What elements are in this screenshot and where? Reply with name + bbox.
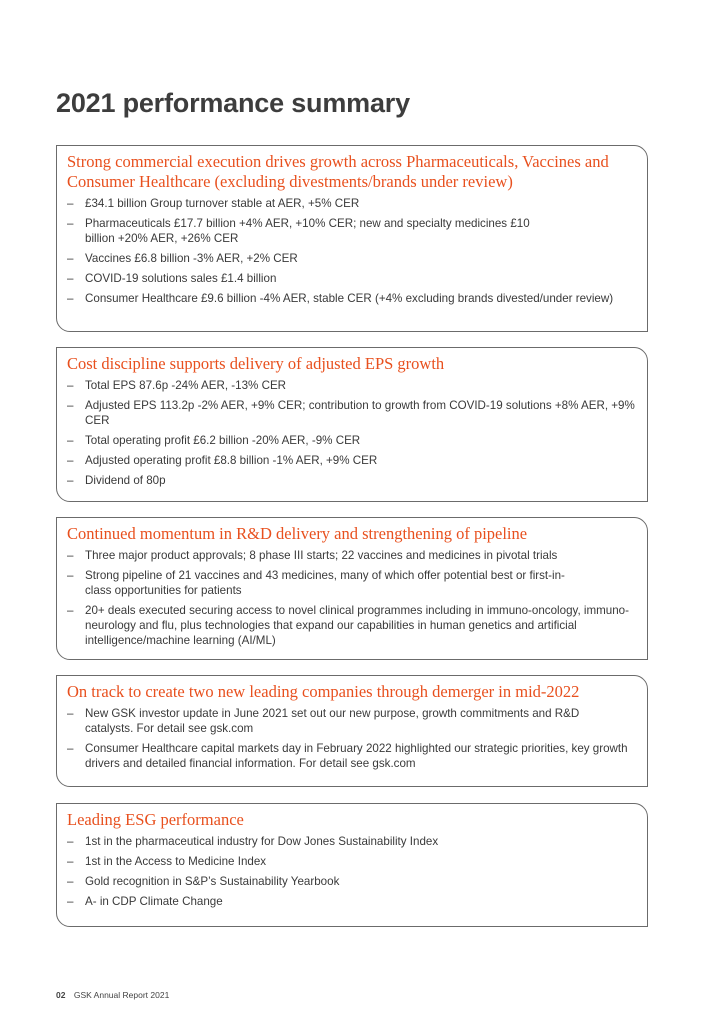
bullet-list <box>67 834 635 909</box>
publication-name: GSK Annual Report 2021 <box>73 990 170 1000</box>
list-item: – Consumer Healthcare £9.6 billion -4% AER, stable CER (+4% excluding brands divested/under review) <box>67 291 625 306</box>
list-item: – £34.1 billion Group turnover stable at AER, +5% CER <box>67 196 635 211</box>
bullet-list <box>67 706 635 771</box>
page-number: 02 <box>56 990 66 1000</box>
list-item: – Strong pipeline of 21 vaccines and 43 medicines, many of which offer potential best or first-in-class opportunities for patients <box>67 568 575 598</box>
list-item: – Vaccines £6.8 billion -3% AER, +2% CER <box>67 251 635 266</box>
list-item: – Adjusted EPS 113.2p -2% AER, +9% CER; contribution to growth from COVID-19 solutions +8% AER, +9% CER <box>67 398 635 428</box>
list-item: – A- in CDP Climate Change <box>67 894 635 909</box>
page-title: 2021 performance summary <box>56 88 410 118</box>
section-rd-delivery <box>56 517 648 660</box>
section-heading: On track to create two new leading companies through demerger in mid-2022 <box>67 682 580 701</box>
section-esg <box>56 803 648 927</box>
list-item: – Total operating profit £6.2 billion -20% AER, -9% CER <box>67 433 635 448</box>
list-item: – 1st in the pharmaceutical industry for Dow Jones Sustainability Index <box>67 834 635 849</box>
section-heading: Strong commercial execution drives growth across Pharmaceuticals, Vaccines and Consumer Healthcare (excluding divestments/brands under review) <box>67 152 609 191</box>
list-item: – 1st in the Access to Medicine Index <box>67 854 635 869</box>
section-heading: Leading ESG performance <box>67 810 244 829</box>
section-heading: Cost discipline supports delivery of adjusted EPS growth <box>67 354 445 373</box>
list-item: – 20+ deals executed securing access to novel clinical programmes including in immuno-oncology, immuno-neurology and flu, plus technologies that expand our capabilities in human genetics and artificial intelligence/machine learning (AI/ML) <box>67 603 635 648</box>
list-item: – Adjusted operating profit £8.8 billion -1% AER, +9% CER <box>67 453 635 468</box>
bullet-list <box>67 196 635 306</box>
bullet-list <box>67 548 635 648</box>
bullet-list <box>67 378 635 488</box>
list-item: – Dividend of 80p <box>67 473 635 488</box>
list-item: – Pharmaceuticals £17.7 billion +4% AER, +10% CER; new and specialty medicines £10 billion +20% AER, +26% CER <box>67 216 555 246</box>
list-item: – New GSK investor update in June 2021 set out our new purpose, growth commitments and R&D catalysts. For detail see gsk.com <box>67 706 630 736</box>
list-item: – Total EPS 87.6p -24% AER, -13% CER <box>67 378 635 393</box>
section-commercial-execution <box>56 145 648 332</box>
list-item: – COVID-19 solutions sales £1.4 billion <box>67 271 635 286</box>
list-item: – Consumer Healthcare capital markets day in February 2022 highlighted our strategic priorities, key growth drivers and detailed financial information. For detail see gsk.com <box>67 741 635 771</box>
list-item: – Three major product approvals; 8 phase III starts; 22 vaccines and medicines in pivotal trials <box>67 548 635 563</box>
page-footer <box>56 990 169 1000</box>
section-cost-discipline <box>56 347 648 502</box>
list-item: – Gold recognition in S&P’s Sustainability Yearbook <box>67 874 635 889</box>
section-heading: Continued momentum in R&D delivery and strengthening of pipeline <box>67 524 528 543</box>
section-demerger <box>56 675 648 787</box>
